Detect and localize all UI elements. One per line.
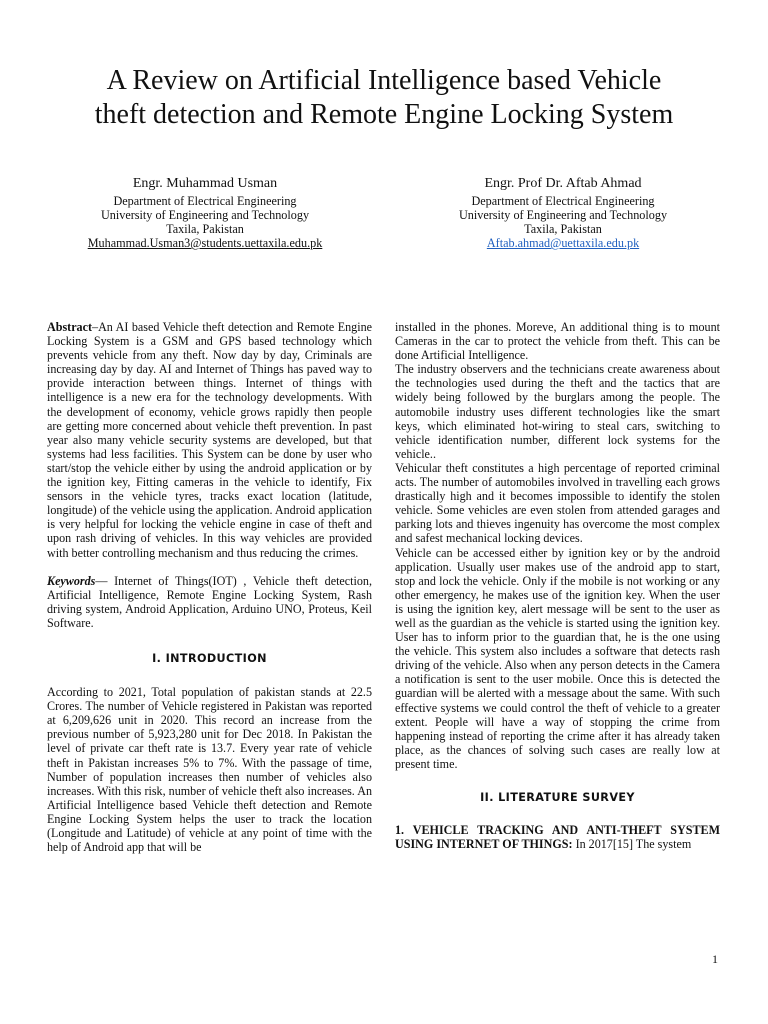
author-email-link[interactable]: Aftab.ahmad@uettaxila.edu.pk <box>486 236 640 250</box>
section-heading-introduction: I. INTRODUCTION <box>152 651 267 665</box>
author-department: Department of Electrical Engineering <box>471 194 655 208</box>
body-paragraph: The industry observers and the technicians create awareness about the technologies used during the theft and the tactics that are widely being followed by the burglars among the people. The automobile industry uses different technologies like the smart keys, which eliminated hot-wiring to steal cars, switching to vehicle identification number, different lock systems for the vehicle.. <box>395 362 720 461</box>
left-column <box>47 320 372 854</box>
author-university: University of Engineering and Technology <box>100 208 310 222</box>
author-block-2 <box>413 175 713 250</box>
abstract-paragraph <box>47 320 372 560</box>
subsection-paragraph <box>395 823 720 851</box>
introduction-text: According to 2021, Total population of pakistan stands at 22.5 Crores. The number of Vehicle registered in Pakistan was reported at 6,209,626 unit in 2020. This record an increase from the previous number of 5,923,280 unit for Dec 2018. In Pakistan the level of private car theft rate is 13.7. Every year rate of vehicle theft in Pakistan increases 5% to 7%. With the passage of time, Number of population increases then number of vehicles also increases. With this risk, number of vehicle theft also increases. An Artificial Intelligence based Vehicle theft detection and Remote Engine Locking System helps the user to track the location (Longitude and Latitude) of vehicle at any point of time with the help of Android app that will be <box>47 685 372 855</box>
author-block-1 <box>55 175 355 250</box>
keywords-label: Keywords <box>47 573 96 588</box>
keywords-text: — Internet of Things(IOT) , Vehicle theft detection, Artificial Intelligence, Remote Engine Locking System, Rash driving system, Android Application, Arduino UNO, Proteus, Keil Software. <box>47 573 372 630</box>
author-department: Department of Electrical Engineering <box>113 194 297 208</box>
paper-title <box>40 64 728 132</box>
page-number: 1 <box>712 952 718 966</box>
subsection-heading: 1. VEHICLE TRACKING AND ANTI-THEFT SYSTEM USING INTERNET OF THINGS: <box>395 823 720 852</box>
keywords-paragraph <box>47 574 372 630</box>
title-line-1: A Review on Artificial Intelligence based Vehicle <box>106 65 662 96</box>
author-email[interactable]: Muhammad.Usman3@students.uettaxila.edu.pk <box>87 236 323 250</box>
author-location: Taxila, Pakistan <box>166 222 244 236</box>
right-column <box>395 320 720 851</box>
subsection-text: In 2017[15] The system <box>572 837 692 852</box>
title-line-2: theft detection and Remote Engine Locking System <box>94 99 674 130</box>
body-paragraph: Vehicular theft constitutes a high percentage of reported criminal acts. The number of automobiles involved in travelling each grows drastically high and it becomes impossible to identify the stolen vehicle. Some vehicles are even stolen from attended garages and parking lots and thieves ingenuity has overcome the most complex and safest mechanical locking devices. <box>395 460 720 546</box>
body-paragraph: installed in the phones. Moreve, An additional thing is to mount Cameras in the car to protect the vehicle from theft. This can be done Artificial Intelligence. <box>395 320 720 363</box>
author-location: Taxila, Pakistan <box>524 222 602 236</box>
section-heading-literature-survey: II. LITERATURE SURVEY <box>480 791 635 804</box>
body-paragraph: Vehicle can be accessed either by ignition key or by the android application. Usually user makes use of the android app to start, stop and lock the vehicle. Only if the mobile is not working or any other emergency, he makes use of the ignition key. When the user is using the ignition key, alert message will be sent to the user as well as the guardian as the vehicle is started using the ignition key. User has to inform prior to the guardian that, he is the one using the vehicle. This system also includes a software that detects rash driving of the vehicle. Also when any person detects in the Camera a notification is sent to the user mobile. Once this is detected the guardian will be alerted with a message about the same. With such effective systems we could control the theft of vehicle to a greater extent. People will have a way of stopping the crime from happening instead of reporting the crime after it has already taken place, as the chances of solving such cases are really low at present time. <box>395 545 720 771</box>
author-name: Engr. Muhammad Usman <box>132 176 278 191</box>
abstract-text: –An AI based Vehicle theft detection and Remote Engine Locking System is a GSM and GPS based technology which prevents vehicle from any theft. Now day by day, Criminals are increasing day by day. AI and Internet of Things has paved way to provide interaction between things. Internet of things with intelligence is a new era for the technology developments. With the development of economy, vehicle grows rapidly then people are getting more concerned about vehicle theft prevention. In past year also many vehicle security systems are developed, but that systems had less facilities. This System can be done by user who start/stop the vehicle either by using the android application or by the ignition key, Fitting cameras in the vehicle to identify, Fix sensors in the vehicle tyres, tracks exact location (latitude, longitude) of the vehicle using the application. Android application is very helpful for locking the vehicle engine in case of theft and upon rash driving of vehicles. In this way vehicles are provided with better controlling mechanism and thus reducing the crimes. <box>47 320 372 560</box>
author-university: University of Engineering and Technology <box>458 208 668 222</box>
author-name: Engr. Prof Dr. Aftab Ahmad <box>484 176 642 191</box>
abstract-label: Abstract <box>47 320 93 334</box>
